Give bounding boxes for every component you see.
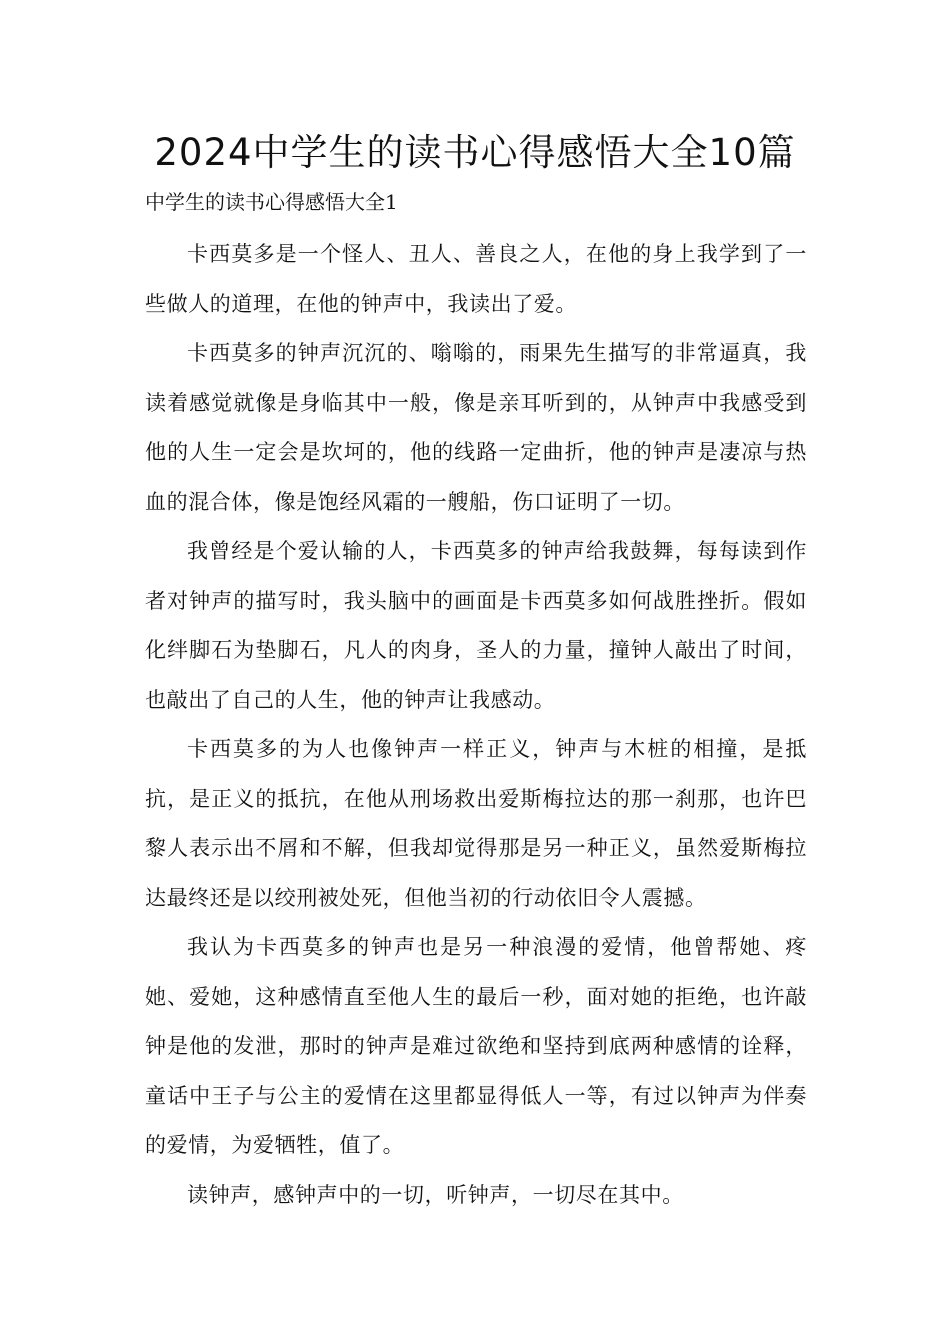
paragraph: 我认为卡西莫多的钟声也是另一种浪漫的爱情，他曾帮她、疼她、爱她，这种感情直至他人生的最后一秒，面对她的拒绝，也许敲钟是他的发泄，那时的钟声是难过欲绝和坚持到底两种感情的诠释，童话中王子与公主的爱情在这里都显得低人一等，有过以钟声为伴奏的爱情，为爱牺牲，值了。 — [145, 935, 807, 1157]
document-title: 2024中学生的读书心得感悟大全10篇 — [154, 131, 796, 174]
paragraph: 我曾经是个爱认输的人，卡西莫多的钟声给我鼓舞，每每读到作者对钟声的描写时，我头脑中的画面是卡西莫多如何战胜挫折。假如化绊脚石为垫脚石，凡人的肉身，圣人的力量，撞钟人敲出了时间，也敲出了自己的人生，他的钟声让我感动。 — [145, 539, 807, 712]
paragraph: 卡西莫多是一个怪人、丑人、善良之人，在他的身上我学到了一些做人的道理，在他的钟声中，我读出了爱。 — [145, 242, 807, 316]
paragraph: 卡西莫多的钟声沉沉的、嗡嗡的，雨果先生描写的非常逼真，我读着感觉就像是身临其中一般，像是亲耳听到的，从钟声中我感受到他的人生一定会是坎坷的，他的线路一定曲折，他的钟声是凄凉与热血的混合体，像是饱经风霜的一艘船，伤口证明了一切。 — [145, 341, 807, 514]
paragraph: 卡西莫多的为人也像钟声一样正义，钟声与木桩的相撞，是抵抗，是正义的抵抗，在他从刑场救出爱斯梅拉达的那一刹那，也许巴黎人表示出不屑和不解，但我却觉得那是另一种正义，虽然爱斯梅拉达最终还是以绞刑被处死，但他当初的行动依旧令人震撼。 — [145, 737, 807, 910]
section-heading: 中学生的读书心得感悟大全1 — [145, 190, 398, 214]
paragraph: 读钟声，感钟声中的一切，听钟声，一切尽在其中。 — [187, 1182, 684, 1207]
document-body — [145, 230, 807, 1220]
